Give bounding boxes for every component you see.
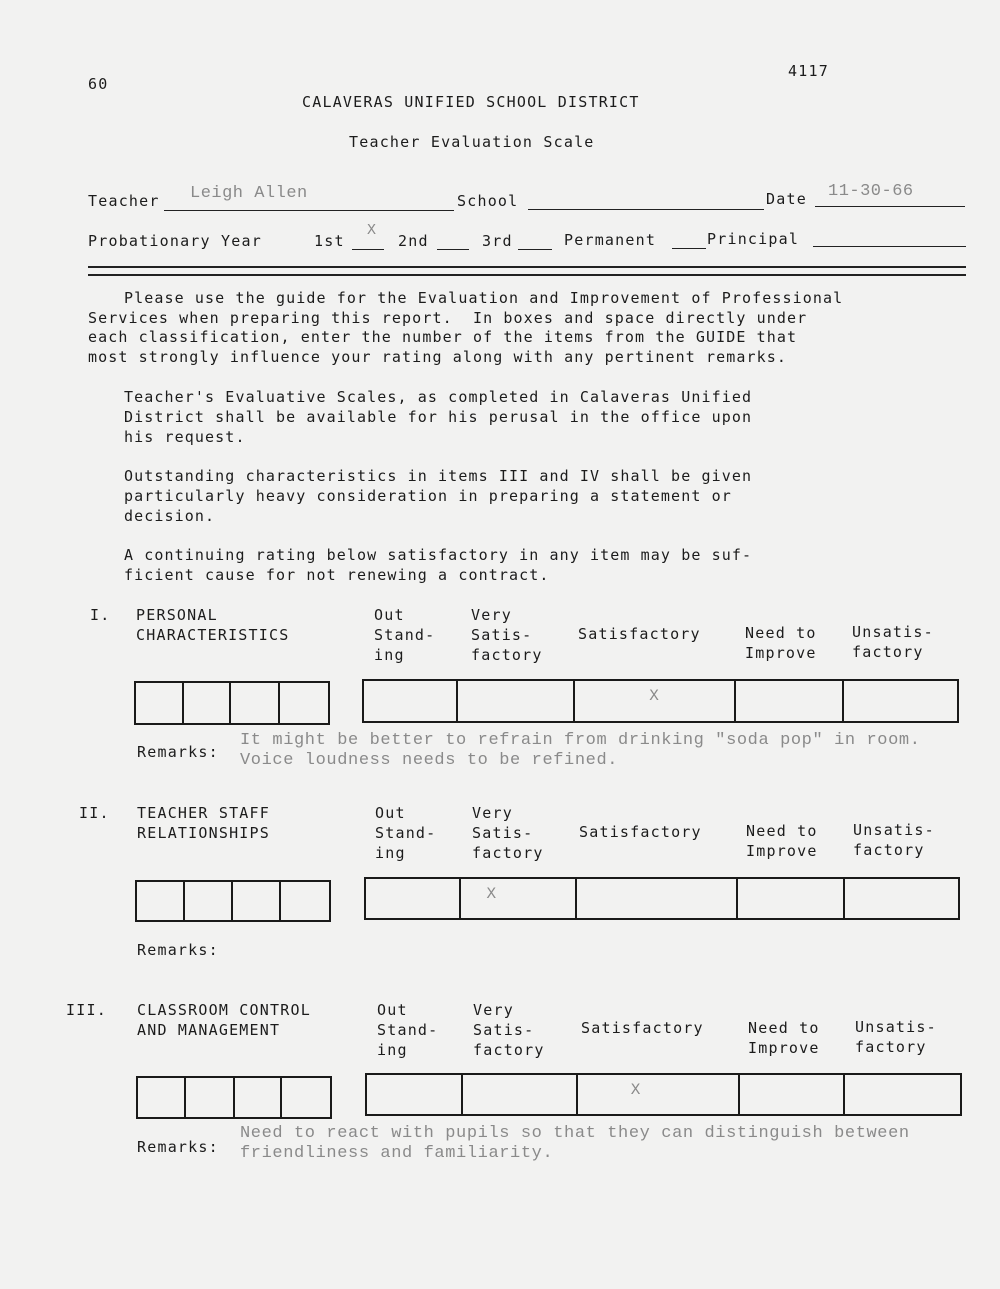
remarks-text: Need to react with pupils so that they can distinguish between friendliness and familiarity. <box>240 1124 910 1163</box>
column-unsatisfactory: Unsatis- factory <box>853 821 935 859</box>
rating-box-unsatisfactory[interactable] <box>845 879 958 918</box>
column-unsatisfactory: Unsatis- factory <box>852 623 934 661</box>
guide-item-box[interactable] <box>280 683 328 723</box>
column-very-satisfactory: Very Satis- factory <box>472 804 544 862</box>
rating-box-need-to-improve[interactable] <box>738 879 844 918</box>
instruction-line: most strongly influence your rating along with any pertinent remarks. <box>88 348 788 366</box>
double-rule <box>88 266 966 276</box>
instruction-line: each classification, enter the number of the items from the GUIDE that <box>88 328 798 346</box>
rating-box-very-satisfactory[interactable] <box>461 879 576 918</box>
principal-label: Principal <box>707 230 800 248</box>
guide-item-boxes <box>134 681 330 725</box>
remarks-text: It might be better to refrain from drinking "soda pop" in room. Voice loudness needs to be refined. <box>240 731 921 770</box>
column-very-satisfactory: Very Satis- factory <box>473 1001 545 1059</box>
rating-box-satisfactory[interactable] <box>575 681 736 721</box>
rating-box-out-standing[interactable] <box>364 681 458 721</box>
rating-box-very-satisfactory[interactable] <box>463 1075 577 1114</box>
note-line: District shall be available for his perusal in the office upon <box>124 408 753 426</box>
date-label: Date <box>766 190 807 208</box>
guide-item-box[interactable] <box>231 683 280 723</box>
remarks-label: Remarks: <box>137 1138 219 1156</box>
permanent-field[interactable] <box>672 248 706 249</box>
teacher-label: Teacher <box>88 192 160 210</box>
instruction-line: Please use the guide for the Evaluation and Improvement of Professional <box>124 289 844 307</box>
rating-mark: X <box>630 1081 641 1099</box>
column-satisfactory: Satisfactory <box>578 625 701 643</box>
principal-field[interactable] <box>813 246 966 247</box>
column-very-satisfactory: Very Satis- factory <box>471 606 543 664</box>
note-line: decision. <box>124 507 216 525</box>
note-line: Outstanding characteristics in items III and IV shall be given <box>124 467 753 485</box>
rating-box-unsatisfactory[interactable] <box>844 681 957 721</box>
first-year-mark: X <box>367 222 377 239</box>
date-value: 11-30-66 <box>828 182 914 201</box>
guide-item-box[interactable] <box>185 882 233 920</box>
note-line: Teacher's Evaluative Scales, as completed in Calaveras Unified <box>124 388 753 406</box>
column-need-to-improve: Need to Improve <box>746 822 818 860</box>
form-subtitle: Teacher Evaluation Scale <box>349 133 595 151</box>
teacher-field[interactable] <box>164 210 454 211</box>
rating-box-satisfactory[interactable] <box>577 879 739 918</box>
column-satisfactory: Satisfactory <box>581 1019 704 1037</box>
rating-boxes <box>364 877 960 920</box>
column-satisfactory: Satisfactory <box>579 823 702 841</box>
guide-item-box[interactable] <box>136 683 184 723</box>
note-line: A continuing rating below satisfactory in any item may be suf- <box>124 546 753 564</box>
column-need-to-improve: Need to Improve <box>745 624 817 662</box>
permanent-label: Permanent <box>564 231 657 249</box>
school-label: School <box>457 192 519 210</box>
column-out-standing: Out Stand- ing <box>374 606 436 664</box>
column-unsatisfactory: Unsatis- factory <box>855 1018 937 1056</box>
guide-item-box[interactable] <box>233 882 281 920</box>
guide-item-box[interactable] <box>281 882 329 920</box>
second-year-label: 2nd <box>398 232 429 250</box>
note-line: his request. <box>124 428 246 446</box>
teacher-value: Leigh Allen <box>190 184 308 203</box>
probationary-label: Probationary Year <box>88 232 262 250</box>
section-numeral: II. <box>79 804 110 822</box>
column-out-standing: Out Stand- ing <box>375 804 437 862</box>
guide-item-box[interactable] <box>138 1078 186 1117</box>
rating-box-need-to-improve[interactable] <box>740 1075 845 1114</box>
note-line: particularly heavy consideration in preparing a statement or <box>124 487 732 505</box>
first-year-field[interactable] <box>352 249 384 250</box>
guide-item-boxes <box>136 1076 332 1119</box>
document-number: 4117 <box>788 62 829 80</box>
section-numeral: III. <box>66 1001 107 1019</box>
third-year-field[interactable] <box>518 249 552 250</box>
section-title: TEACHER STAFF RELATIONSHIPS <box>137 804 270 842</box>
rating-box-need-to-improve[interactable] <box>736 681 844 721</box>
section-title: PERSONAL CHARACTERISTICS <box>136 606 290 644</box>
district-title: CALAVERAS UNIFIED SCHOOL DISTRICT <box>302 93 640 111</box>
remarks-label: Remarks: <box>137 941 219 959</box>
rating-box-very-satisfactory[interactable] <box>458 681 574 721</box>
rating-box-satisfactory[interactable] <box>578 1075 740 1114</box>
column-need-to-improve: Need to Improve <box>748 1019 820 1057</box>
second-year-field[interactable] <box>437 249 469 250</box>
rating-mark: X <box>649 687 659 705</box>
rating-mark: X <box>486 885 497 903</box>
note-line: ficient cause for not renewing a contract. <box>124 566 550 584</box>
guide-item-boxes <box>135 880 331 922</box>
page-number: 60 <box>88 75 109 93</box>
rating-box-out-standing[interactable] <box>366 879 461 918</box>
first-year-label: 1st <box>314 232 345 250</box>
third-year-label: 3rd <box>482 232 513 250</box>
school-field[interactable] <box>528 209 764 210</box>
column-out-standing: Out Stand- ing <box>377 1001 439 1059</box>
guide-item-box[interactable] <box>184 683 231 723</box>
section-numeral: I. <box>90 606 111 624</box>
date-field[interactable] <box>815 206 965 207</box>
guide-item-box[interactable] <box>235 1078 282 1117</box>
instruction-line: Services when preparing this report. In boxes and space directly under <box>88 309 808 327</box>
guide-item-box[interactable] <box>282 1078 330 1117</box>
rating-boxes <box>362 679 959 723</box>
section-title: CLASSROOM CONTROL AND MANAGEMENT <box>137 1001 311 1039</box>
remarks-label: Remarks: <box>137 743 219 761</box>
rating-box-out-standing[interactable] <box>367 1075 463 1114</box>
guide-item-box[interactable] <box>186 1078 235 1117</box>
rating-box-unsatisfactory[interactable] <box>845 1075 960 1114</box>
rating-boxes <box>365 1073 962 1116</box>
guide-item-box[interactable] <box>137 882 185 920</box>
